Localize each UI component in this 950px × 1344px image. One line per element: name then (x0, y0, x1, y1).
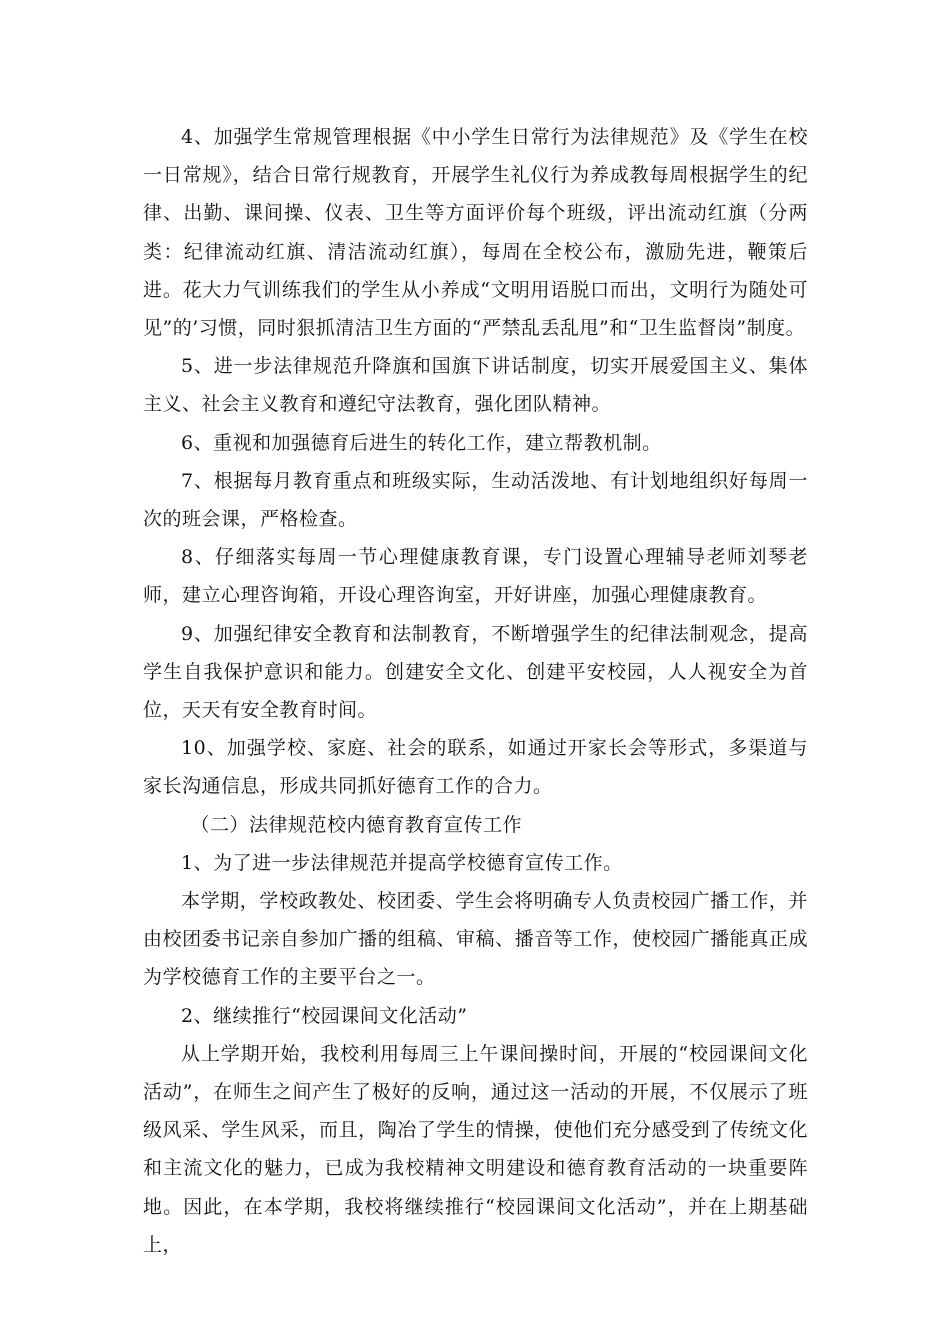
paragraph-item-10: 10、加强学校、家庭、社会的联系，如通过开家长会等形式，多渠道与家长沟通信息，形成共同抓好德育工作的合力。 (143, 737, 808, 798)
paragraph-item-4: 4、加强学生常规管理根据《中小学生日常行为法律规范》及《学生在校一日常规》，结合日常行规教育，开展学生礼仪行为养成教每周根据学生的纪律、出勤、课间操、仪表、卫生等方面评价每个班级，评出流动红旗（分两类：纪律流动红旗、清洁流动红旗），每周在全校公布，激励先进，鞭策后进。花大力气训练我们的学生从小养成“文明用语脱口而出，文明行为随处可见”的’习惯，同时狠抓清洁卫生方面的“严禁乱丢乱甩”和“卫生监督岗”制度。 (143, 126, 808, 340)
paragraph-broadcast: 本学期，学校政教处、校团委、学生会将明确专人负责校园广播工作，并由校团委书记亲自参加广播的组稿、审稿、播音等工作，使校园广播能真正成为学校德育工作的主要平台之一。 (143, 890, 808, 989)
paragraph-item-9: 9、加强纪律安全教育和法制教育，不断增强学生的纪律法制观念，提高学生自我保护意识和能力。创建安全文化、创建平安校园，人人视安全为首位，天天有安全教育时间。 (143, 622, 808, 722)
subsection-title-2: 2、继续推行“校园课间文化活动” (181, 1004, 468, 1027)
paragraph-culture-activity: 从上学期开始，我校利用每周三上午课间操时间，开展的“校园课间文化活动”，在师生之间产生了极好的反响，通过这一活动的开展，不仅展示了班级风采、学生风采，而且，陶冶了学生的情操，使他们充分感受到了传统文化和主流文化的魅力，已成为我校精神文明建设和德育教育活动的一块重要阵地。因此，在本学期，我校将继续推行“校园课间文化活动”，并在上期基础上， (143, 1042, 808, 1256)
document-body (143, 118, 808, 1264)
paragraph-item-6: 6、重视和加强德育后进生的转化工作，建立帮教机制。 (181, 431, 662, 454)
subsection-title-1: 1、为了进一步法律规范并提高学校德育宣传工作。 (181, 851, 623, 874)
paragraph-item-5: 5、进一步法律规范升降旗和国旗下讲话制度，切实开展爱国主义、集体主义、社会主义教育和遵纪守法教育，强化团队精神。 (143, 355, 808, 416)
section-heading: （二）法律规范校内德育教育宣传工作 (190, 813, 523, 836)
paragraph-item-8: 8、仔细落实每周一节心理健康教育课，专门设置心理辅导老师刘琴老师，建立心理咨询箱，开设心理咨询室，开好讲座，加强心理健康教育。 (143, 546, 808, 607)
paragraph-item-7: 7、根据每月教育重点和班级实际，生动活泼地、有计划地组织好每周一次的班会课，严格检查。 (143, 469, 808, 531)
